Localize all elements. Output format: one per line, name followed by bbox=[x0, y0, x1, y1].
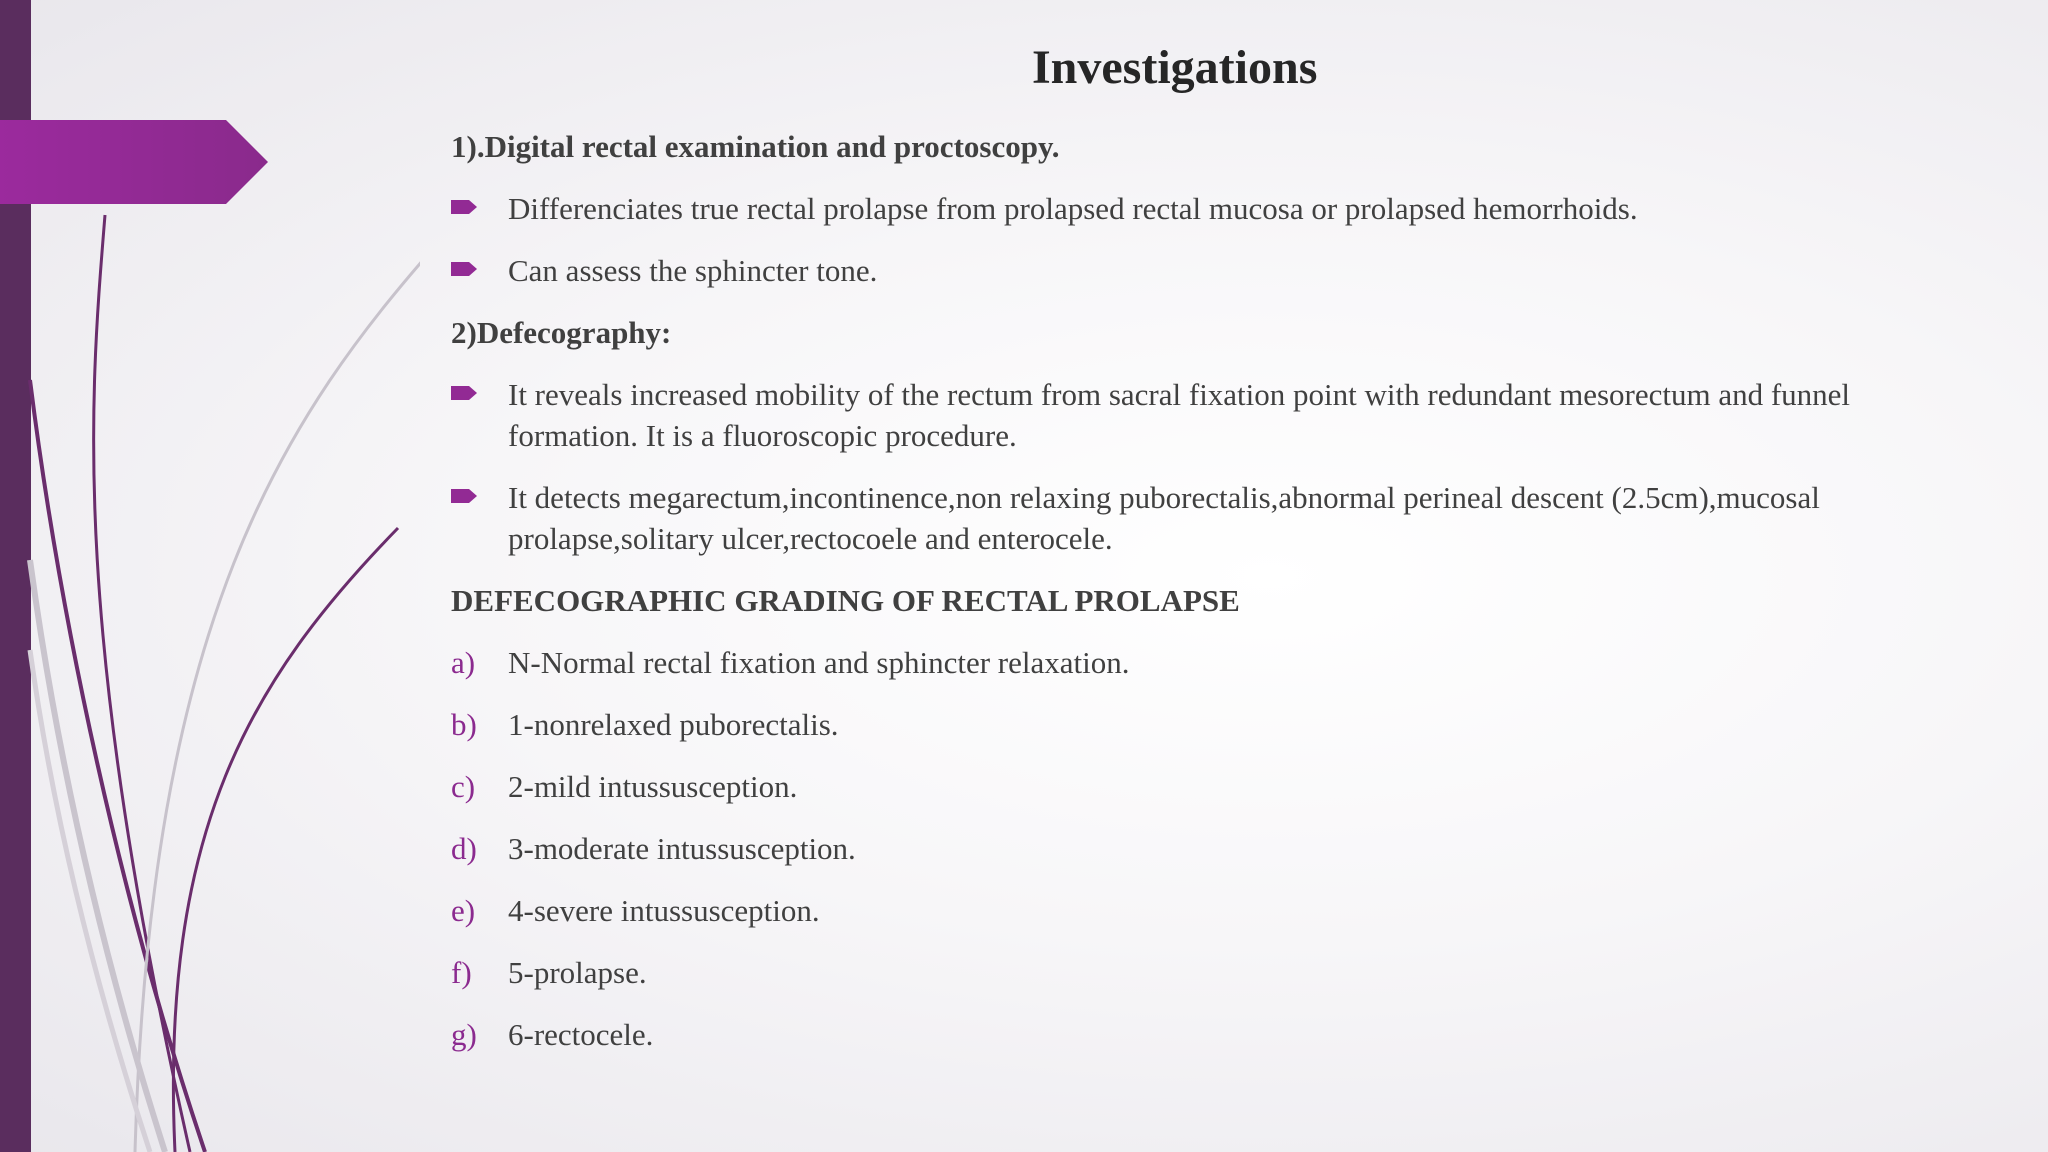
bullet-text: Can assess the sphincter tone. bbox=[508, 253, 878, 288]
grade-item bbox=[451, 1014, 1931, 1055]
grade-item bbox=[451, 642, 1931, 683]
grade-letter: g) bbox=[451, 1017, 477, 1052]
grade-letter: f) bbox=[451, 955, 472, 990]
grade-item bbox=[451, 828, 1931, 869]
grade-text: 5-prolapse. bbox=[508, 955, 647, 990]
arrow-bullet-icon bbox=[451, 487, 477, 505]
grade-letter: b) bbox=[451, 707, 477, 742]
slide-title: Investigations bbox=[1032, 41, 1318, 94]
arrow-bullet-icon bbox=[451, 260, 477, 278]
grade-text: N-Normal rectal fixation and sphincter relaxation. bbox=[508, 645, 1130, 680]
bullet-item bbox=[451, 477, 1931, 559]
grade-item bbox=[451, 766, 1931, 807]
section2-heading: 2)Defecography: bbox=[451, 315, 672, 350]
arrow-bullet-icon bbox=[451, 198, 477, 216]
grade-text: 1-nonrelaxed puborectalis. bbox=[508, 707, 839, 742]
slide-body bbox=[451, 126, 1931, 1076]
grade-item bbox=[451, 952, 1931, 993]
bullet-item bbox=[451, 250, 1931, 291]
grade-text: 6-rectocele. bbox=[508, 1017, 654, 1052]
bullet-item bbox=[451, 374, 1931, 456]
grade-text: 2-mild intussusception. bbox=[508, 769, 798, 804]
bullet-text: Differenciates true rectal prolapse from prolapsed rectal mucosa or prolapsed hemorrhoids. bbox=[508, 191, 1638, 226]
grade-item bbox=[451, 890, 1931, 931]
arrow-tab bbox=[0, 120, 268, 204]
grade-letter: a) bbox=[451, 645, 476, 680]
section1-heading: 1).Digital rectal examination and proctoscopy. bbox=[451, 129, 1060, 164]
grade-letter: c) bbox=[451, 769, 476, 804]
grading-heading: DEFECOGRAPHIC GRADING OF RECTAL PROLAPSE bbox=[451, 583, 1240, 618]
arrow-bullet-icon bbox=[451, 384, 477, 402]
bullet-item bbox=[451, 188, 1931, 229]
grade-text: 4-severe intussusception. bbox=[508, 893, 820, 928]
bullet-text: It reveals increased mobility of the rectum from sacral fixation point with redundant mesorectum and funnel formation. It is a fluoroscopic procedure. bbox=[508, 377, 1851, 453]
grade-text: 3-moderate intussusception. bbox=[508, 831, 856, 866]
bullet-text: It detects megarectum,incontinence,non relaxing puborectalis,abnormal perineal descent (2.5cm),mucosal prolapse,solitary ulcer,rectocoele and enterocele. bbox=[508, 480, 1820, 556]
grade-letter: d) bbox=[451, 831, 477, 866]
grade-letter: e) bbox=[451, 893, 476, 928]
grade-item bbox=[451, 704, 1931, 745]
